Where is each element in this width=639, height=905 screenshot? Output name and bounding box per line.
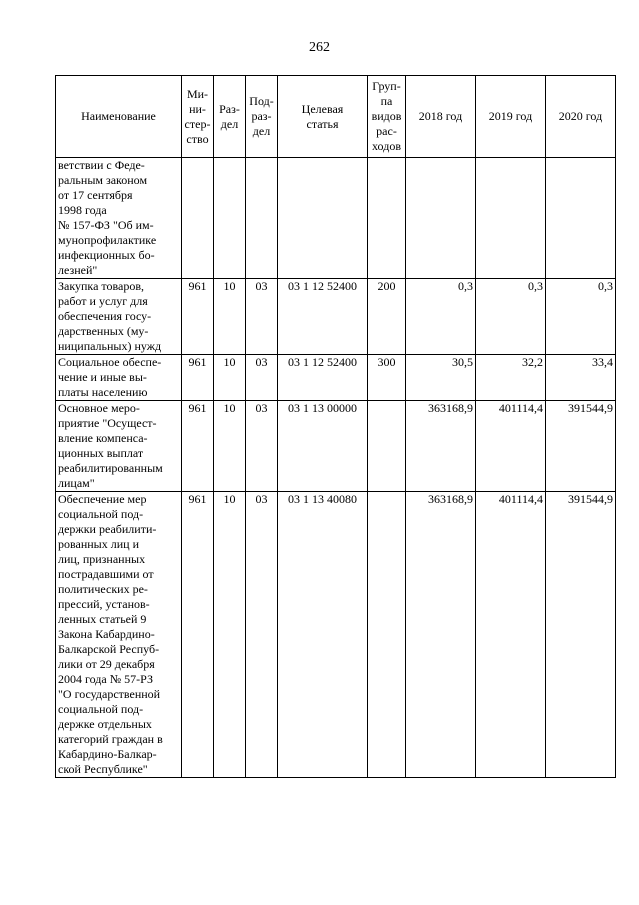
cell-section bbox=[214, 158, 246, 279]
cell-target: 03 1 13 40080 bbox=[278, 492, 368, 778]
cell-y2020: 391544,9 bbox=[546, 401, 616, 492]
cell-target bbox=[278, 158, 368, 279]
cell-subsection: 03 bbox=[246, 401, 278, 492]
cell-y2019: 401114,4 bbox=[476, 492, 546, 778]
cell-y2019: 401114,4 bbox=[476, 401, 546, 492]
cell-section: 10 bbox=[214, 279, 246, 355]
cell-target: 03 1 12 52400 bbox=[278, 355, 368, 401]
cell-group bbox=[368, 158, 406, 279]
cell-name: Обеспечение мер социальной под- держки реабилити- рованных лиц и лиц, признанных пострадавшими от политических ре- прессий, установ- ленных статьей 9 Закона Кабардино- Балкарской Респуб- лики от 29 декабря 2004 года № 57-РЗ "О государственной социальной под- держке отдельных категорий граждан в Кабардино-Балкар- ской Республике" bbox=[56, 492, 182, 778]
header-2019: 2019 год bbox=[476, 76, 546, 158]
cell-y2018: 363168,9 bbox=[406, 401, 476, 492]
cell-name: Основное меро- приятие "Осущест- вление компенса- ционных выплат реабилитированным лицам" bbox=[56, 401, 182, 492]
cell-group: 300 bbox=[368, 355, 406, 401]
header-subsection: Под- раз- дел bbox=[246, 76, 278, 158]
budget-table bbox=[55, 75, 616, 778]
cell-ministry: 961 bbox=[182, 355, 214, 401]
cell-name: Закупка товаров, работ и услуг для обеспечения госу- дарственных (му- ниципальных) нужд bbox=[56, 279, 182, 355]
cell-group bbox=[368, 401, 406, 492]
cell-y2019: 32,2 bbox=[476, 355, 546, 401]
cell-y2019 bbox=[476, 158, 546, 279]
table-row bbox=[56, 401, 616, 492]
cell-ministry: 961 bbox=[182, 492, 214, 778]
table-header-row bbox=[56, 76, 616, 158]
header-target: Целевая статья bbox=[278, 76, 368, 158]
cell-subsection bbox=[246, 158, 278, 279]
cell-section: 10 bbox=[214, 401, 246, 492]
cell-y2020 bbox=[546, 158, 616, 279]
cell-ministry: 961 bbox=[182, 279, 214, 355]
cell-name: Социальное обеспе- чение и иные вы- платы населению bbox=[56, 355, 182, 401]
cell-y2018: 30,5 bbox=[406, 355, 476, 401]
cell-y2018 bbox=[406, 158, 476, 279]
cell-ministry: 961 bbox=[182, 401, 214, 492]
header-name: Наименование bbox=[56, 76, 182, 158]
header-2020: 2020 год bbox=[546, 76, 616, 158]
cell-y2018: 0,3 bbox=[406, 279, 476, 355]
cell-group: 200 bbox=[368, 279, 406, 355]
cell-y2020: 391544,9 bbox=[546, 492, 616, 778]
page-number: 262 bbox=[309, 40, 330, 55]
table-row bbox=[56, 355, 616, 401]
table-row bbox=[56, 158, 616, 279]
table-row bbox=[56, 279, 616, 355]
table-body bbox=[56, 158, 616, 778]
header-2018: 2018 год bbox=[406, 76, 476, 158]
cell-subsection: 03 bbox=[246, 279, 278, 355]
cell-y2020: 33,4 bbox=[546, 355, 616, 401]
cell-target: 03 1 13 00000 bbox=[278, 401, 368, 492]
table-row bbox=[56, 492, 616, 778]
cell-name: ветствии с Феде- ральным законом от 17 сентября 1998 года № 157-ФЗ "Об им- мунопрофилактике инфекционных бо- лезней" bbox=[56, 158, 182, 279]
cell-y2018: 363168,9 bbox=[406, 492, 476, 778]
cell-group bbox=[368, 492, 406, 778]
header-group: Груп- па видов рас- ходов bbox=[368, 76, 406, 158]
cell-section: 10 bbox=[214, 492, 246, 778]
cell-section: 10 bbox=[214, 355, 246, 401]
cell-subsection: 03 bbox=[246, 355, 278, 401]
cell-y2019: 0,3 bbox=[476, 279, 546, 355]
cell-ministry bbox=[182, 158, 214, 279]
cell-subsection: 03 bbox=[246, 492, 278, 778]
header-section: Раз- дел bbox=[214, 76, 246, 158]
cell-target: 03 1 12 52400 bbox=[278, 279, 368, 355]
cell-y2020: 0,3 bbox=[546, 279, 616, 355]
header-ministry: Ми- ни- стер- ство bbox=[182, 76, 214, 158]
